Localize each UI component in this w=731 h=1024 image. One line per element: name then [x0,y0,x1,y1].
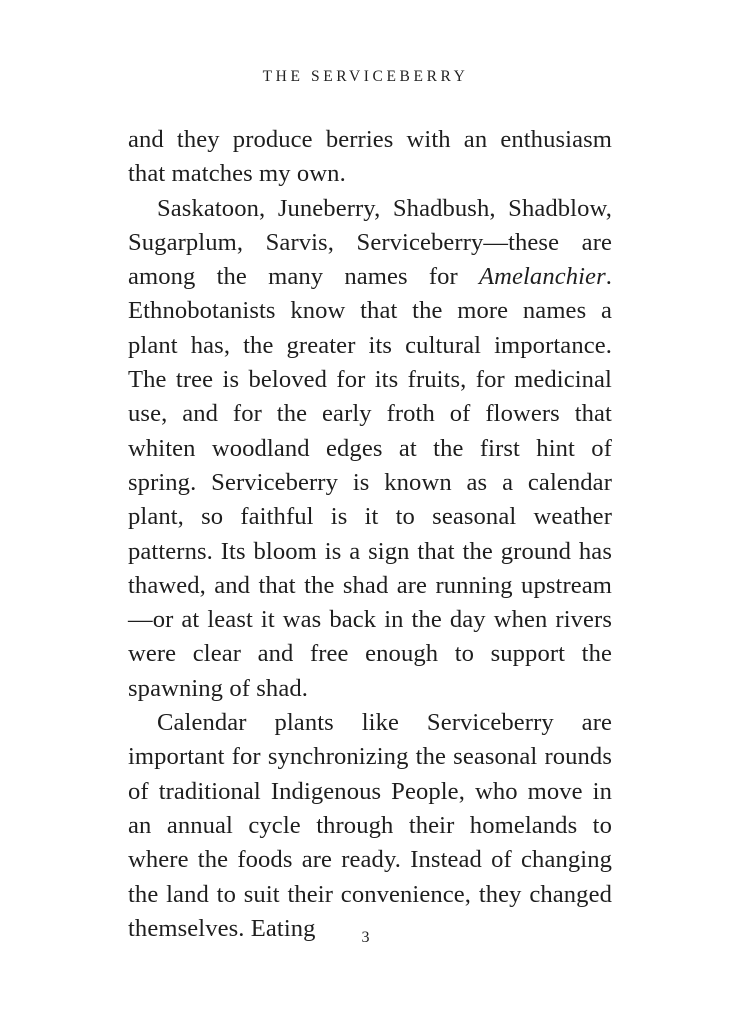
body-text [128,123,612,946]
paragraph-2-start: Saskatoon, Juneberry, Shadbush, Shadblow, Sugarplum, Sarvis, Serviceberry—these are among the many names for [128,194,612,291]
page-number: 3 [361,929,370,946]
paragraph-3: Calendar plants like Serviceberry are important for synchronizing the seasonal rounds of traditional Indigenous People, who move in an annual cycle through their homelands to where the foods are ready. Instead of changing the land to suit their convenience, they changed themselves. Eating [128,709,612,942]
italic-genus-name: Amelanchier [478,263,606,291]
paragraph-1: and they produce berries with an enthusiasm that matches my own. [128,126,612,188]
paragraph-2-end: . Ethnobotanists know that the more names a plant has, the greater its cultural importance. The tree is beloved for its fruits, for medicinal use, and for the early froth of flowers that whiten woodland edges at the first hint of spring. Serviceberry is known as a calendar plant, so faithful is it to seasonal weather patterns. Its bloom is a sign that the ground has thawed, and that the shad are running upstream—or at least it was back in the day when rivers were clear and free enough to support the spawning of shad. [128,263,612,702]
running-head: THE SERVICEBERRY [262,68,469,85]
paragraph-2 [128,192,612,706]
